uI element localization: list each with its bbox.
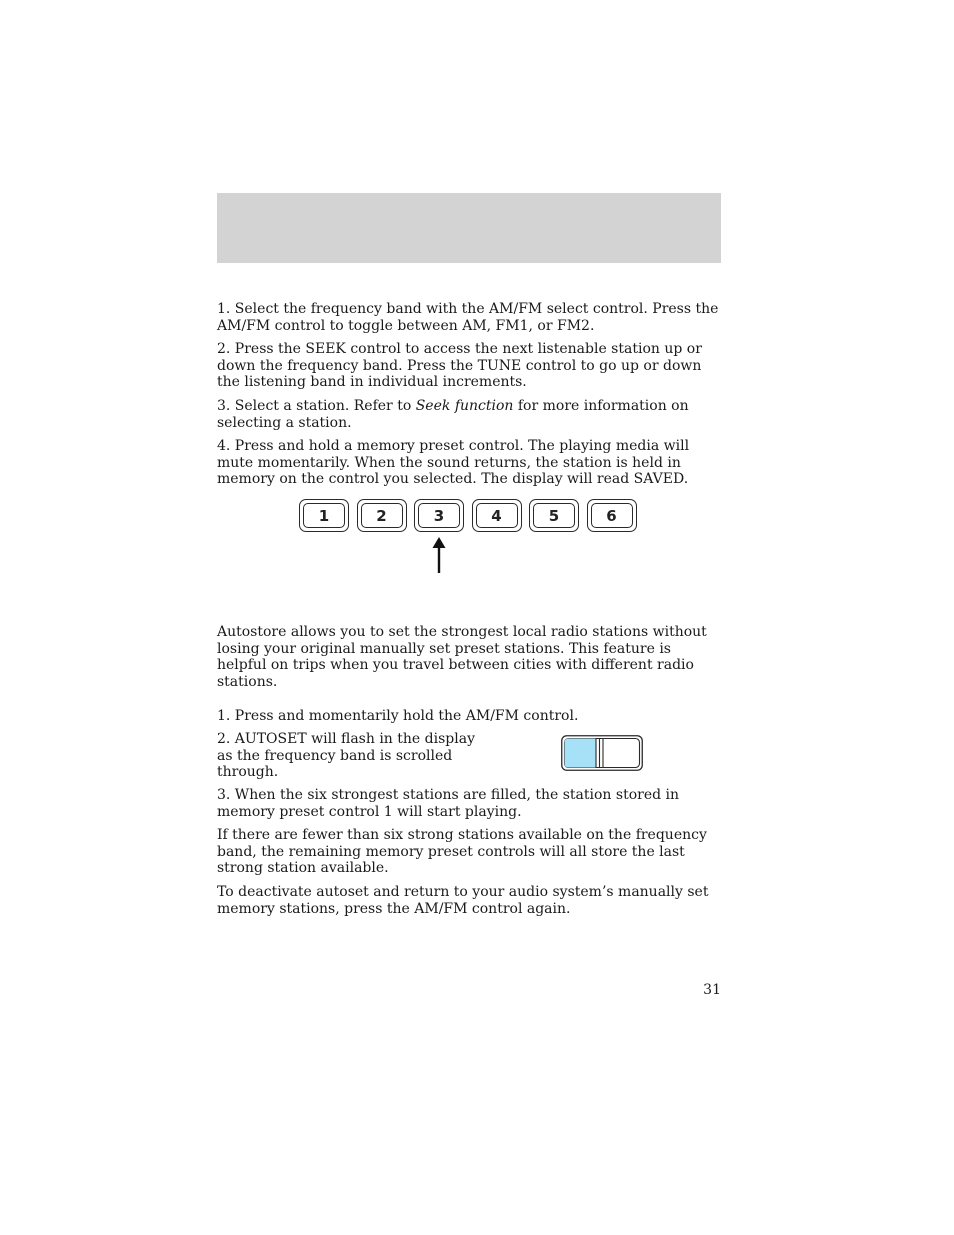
memory-preset-controls (299, 499, 639, 536)
step-1-text: 1. Select the frequency band with the AM/FM select control. Press the AM/FM control to toggle between AM, FM1, or FM2. (217, 301, 719, 334)
preset-button-4[interactable] (472, 499, 522, 532)
preset-button-2-label: 2 (361, 503, 403, 528)
preset-button-6-label: 6 (591, 503, 633, 528)
preset-button-2[interactable] (357, 499, 407, 532)
step-3-text-start: 3. Select a station. Refer to (217, 398, 416, 414)
seek-function-reference: Seek function (415, 398, 514, 414)
autostore-intro: Autostore allows you to set the strongest local radio stations without losing your original manually set preset stations. This feature is helpful on trips when you travel between cities with different radio stations. (217, 624, 707, 690)
autostore-note-2: To deactivate autoset and return to your audio system’s manually set memory stations, press the AM/FM control again. (217, 884, 709, 917)
page-number: 31 (703, 982, 721, 998)
autostore-step-1: 1. Press and momentarily hold the AM/FM control. (217, 708, 579, 724)
autostore-note-1: If there are fewer than six strong stations available on the frequency band, the remaining memory preset controls will all store the last strong station available. (217, 827, 707, 876)
preset-button-5[interactable] (529, 499, 579, 532)
amfm-control-icon (561, 735, 643, 771)
preset-button-1[interactable] (299, 499, 349, 532)
preset-button-1-label: 1 (303, 503, 345, 528)
step-3-text-end: for more information on selecting a station. (217, 398, 689, 431)
section-header-band (217, 193, 721, 263)
preset-button-3[interactable] (414, 499, 464, 532)
preset-button-5-label: 5 (533, 503, 575, 528)
preset-button-6[interactable] (587, 499, 637, 532)
step-4-text: 4. Press and hold a memory preset control. The playing media will mute momentarily. When the sound returns, the station is held in memory on the control you selected. The display will read SAVED. (217, 438, 690, 487)
autostore-step-2: 2. AUTOSET will flash in the display as the frequency band is scrolled through. (217, 731, 475, 780)
step-3-text (217, 398, 721, 431)
preset-button-3-label: 3 (418, 503, 460, 528)
arrow-up-icon (431, 537, 447, 573)
step-2-text: 2. Press the SEEK control to access the next listenable station up or down the frequency band. Press the TUNE control to go up or down the listening band in individual increments. (217, 341, 702, 390)
autostore-step-3: 3. When the six strongest stations are filled, the station stored in memory preset control 1 will start playing. (217, 787, 680, 820)
preset-button-4-label: 4 (476, 503, 518, 528)
